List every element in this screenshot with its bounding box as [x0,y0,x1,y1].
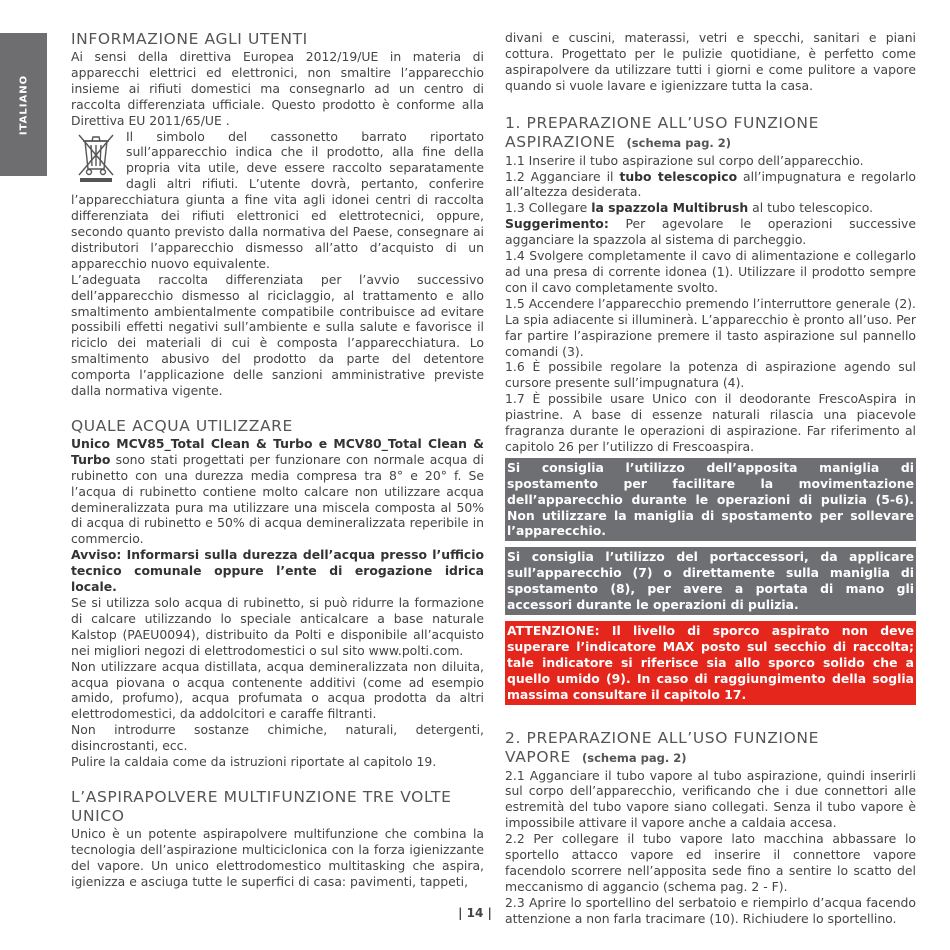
step-2-3: 2.3 Aprire lo sportellino del serbatoio e riempirlo d’acqua facendo attenzione a non farla tracimare (10). Richiudere lo sportellino. [505,894,916,926]
step-1-2-a: 1.2 Agganciare il [505,168,620,184]
acqua-warning: Avviso: Informarsi sulla durezza dell’acqua presso l’ufficio tecnico comunale oppure l’ente di erogazione idrica locale. [71,547,484,595]
acqua-model-names: Unico MCV85_Total Clean & Turbo e MCV80_Total Clean & Turbo [71,435,484,467]
page-number: | 14 | [458,906,492,920]
step-1-3-c: al tubo telescopico. [748,200,874,216]
step-2-1: 2.1 Agganciare il tubo vapore al tubo aspirazione, quindi inserirli sul corpo dell’apparecchio, verificando che i due connettori alle estremità del tubo vapore siano collegati. Senza il tubo vapore è impossibile attivare il vapore anche a caldaia accesa. [505,767,916,831]
step-1-3 [505,200,916,216]
unico-paragraph-1: Unico è un potente aspirapolvere multifunzione che combina la tecnologia dell’aspirazione multiciclonica con la forza igienizzante del vapore. Un unico elettrodomestico multitasking che aspira, igienizza e asciuga tutte le superfici di casa: pavimenti, tappeti, [71,825,484,889]
acqua-paragraph-1 [71,436,484,547]
step-1-2-bold: tubo telescopico [619,168,738,184]
step-1-3-bold: la spazzola Multibrush [591,200,749,216]
suggestion-label: Suggerimento: [505,216,609,232]
acqua-paragraph-6: Pulire la caldaia come da istruzioni riportate al capitolo 19. [71,754,437,770]
info-paragraph-2-wrap [71,129,484,272]
note-box-accessory-holder: Si consiglia l’utilizzo del portaccessori, da applicare sull’apparecchio (7) o direttamente sulla maniglia di spostamento (8), per avere a portata di mano gli accessori durante le operazioni di pulizia. [505,547,916,615]
aspirazione-title-line-1: 1. PREPARAZIONE ALL’USO FUNZIONE [505,113,819,132]
aspirazione-schema-ref: (schema pag. 2) [626,135,732,150]
section-title-info: INFORMAZIONE AGLI UTENTI [71,30,308,48]
acqua-paragraph-3: Se si utilizza solo acqua di rubinetto, si può ridurre la formazione di calcare utilizzando lo speciale anticalcare a base naturale Kalstop (PAEU0094), distribuito da Polti e disponibile all’acquisto nei migliori negozi di elettrodomestici o sul sito www.polti.com. [71,595,484,658]
step-1-1: 1.1 Inserire il tubo aspirazione sul corpo dell’apparecchio. [505,152,864,168]
warning-box-max-level: ATTENZIONE: Il livello di sporco aspirato non deve superare l’indicatore MAX posto sul secchio di raccolta; tale indicatore si riferisce sia allo sporco solido che a quello umido (9). In caso di raggiungimento della soglia massima consultare il capitolo 17. [505,621,916,705]
unico-paragraph-continued: divani e cuscini, materassi, vetri e specchi, sanitari e piani cottura. Progettato per le pulizie quotidiane, è perfetto come aspirapolvere da utilizzare tutti i giorni e come pulitore a vapore quando si vuole lavare e igienizzare tutta la casa. [505,30,916,93]
step-1-6: 1.6 È possibile regolare la potenza di aspirazione agendo sul cursore presente sull’impugnatura (4). [505,359,916,391]
crossed-bin-icon [74,131,118,183]
vapore-schema-ref: (schema pag. 2) [582,750,687,765]
language-tab-label: ITALIANO [18,74,29,135]
language-tab [0,33,47,176]
info-paragraph-3: L’adeguata raccolta differenziata per l’avvio successivo dell’apparecchio dismesso al riciclaggio, al trattamento e allo smaltimento ambientalmente compatibile contribuisce ad evitare possibili effetti negativi sull’ambiente e sulla salute e favorisce il riciclo dei materiali di cui è composta l’apparecchiatura. Lo smaltimento abusivo del prodotto da parte del detentore comporta l’applicazione delle sanzioni amministrative previste dalla normativa vigente. [71,271,484,399]
section-title-acqua: QUALE ACQUA UTILIZZARE [71,416,293,435]
note-box-handle: Si consiglia l’utilizzo dell’apposita maniglia di spostamento per facilitare la movimentazione dell’apparecchio durante le operazioni di pulizia (5-6). Non utilizzare la maniglia di spostamento per sollevare l’apparecchio. [505,458,916,542]
step-2-2: 2.2 Per collegare il tubo vapore lato macchina abbassare lo sportello attacco vapore ed inserire il connettore vapore facendolo scorrere nell’apposita sede fino a sentire lo scatto del meccanismo di aggancio (schema pag. 2 - F). [505,831,916,894]
acqua-paragraph-5: Non introdurre sostanze chimiche, naturali, detergenti, disincrostanti, ecc. [71,722,484,754]
step-1-2 [505,169,916,201]
vapore-title-line-1: 2. PREPARAZIONE ALL’USO FUNZIONE [505,728,819,747]
section-title-aspirazione [505,114,916,153]
info-paragraph-2: Il simbolo del cassonetto barrato riportato sull’apparecchio indica che il prodotto, alla fine della propria vita utile, deve essere raccolto separatamente dagli altri rifiuti. L’utente dovrà, pertanto, conferire l’apparecchiatura giunta a fine vita agli idonei centri di raccolta differenziata dei rifiuti elettronici ed elettrotecnici, oppure, secondo quanto previsto dalla normativa del Paese, consegnare ai distributori l’apparecchio dismesso all’atto d’acquisto di un apparecchio nuovo equivalente. [71,128,484,271]
vapore-title-line-2: VAPORE [505,747,571,766]
right-column [505,30,916,927]
info-paragraph-1: Ai sensi della direttiva Europea 2012/19/UE in materia di apparecchi elettrici ed elettronici, non smaltire l’apparecchio insieme ai rifiuti domestici ma consegnarlo ad un centro di raccolta differenziata ufficiale. Questo prodotto è conforme alla Direttiva EU 2011/65/UE . [71,49,484,128]
acqua-paragraph-1-text: sono stati progettati per funzionare con normale acqua di rubinetto con una durezza media compresa tra 8° e 20° f. Se l’acqua di rubinetto contiene molto calcare non utilizzare acqua demineralizzata pura ma utilizzare una miscela composta al 50% di acqua di rubinetto e 50% di acqua demineralizzata reperibile in commercio. [71,451,484,547]
section-title-unico: L’ASPIRAPOLVERE MULTIFUNZIONE TRE VOLTE UNICO [71,787,452,825]
step-1-3-a: 1.3 Collegare [505,200,592,216]
suggestion-text: Per agevolare le operazioni successive agganciare la spazzola al sistema di parcheggio. [505,216,916,248]
step-1-5: 1.5 Accendere l’apparecchio premendo l’interruttore generale (2). La spia adiacente si illuminerà. L’apparecchio è pronto all’uso. Per far partire l’aspirazione premere il tasto aspirazione sul pannello comandi (3). [505,295,916,359]
acqua-paragraph-4: Non utilizzare acqua distillata, acqua demineralizzata non diluita, acqua piovana o acqua contenente additivi (come ad esempio amido, profumo), acqua profumata o acqua prodotta da altri elettrodomestici, da addolcitori e caraffe filtranti. [71,658,484,722]
step-1-4: 1.4 Svolgere completamente il cavo di alimentazione e collegarlo ad una presa di corrente idonea (1). Utilizzare il prodotto sempre con il cavo completamente svolto. [505,248,916,295]
suggestion [505,216,916,248]
step-1-2-c: all’impugnatura e regolarlo all’altezza desiderata. [505,168,917,200]
section-title-vapore [505,729,916,768]
aspirazione-title-line-2: ASPIRAZIONE [505,132,616,151]
step-1-7: 1.7 È possibile usare Unico con il deodorante FrescoAspira in piastrine. A base di essenze naturali rilascia una piacevole fragranza durante le operazioni di aspirazione. Far riferimento al capitolo 26 per l’utilizzo di Frescoaspira. [505,391,916,454]
left-column [71,30,484,890]
